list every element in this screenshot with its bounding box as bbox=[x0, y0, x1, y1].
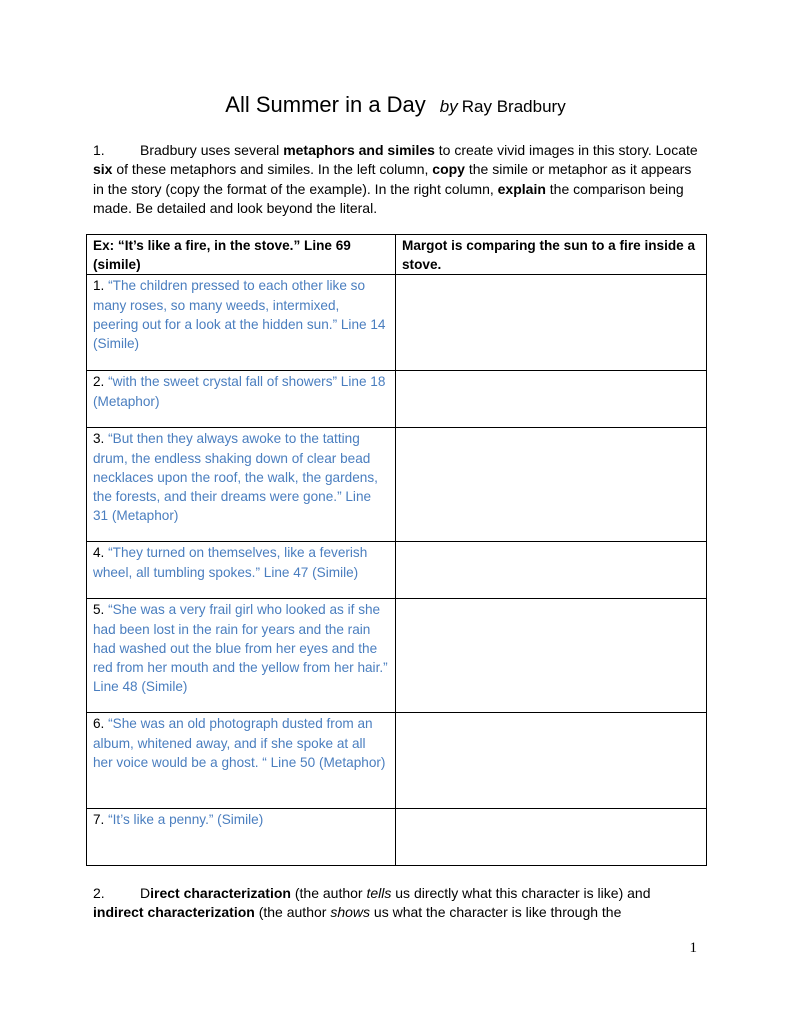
document-title bbox=[0, 92, 791, 118]
q2-bold-indirect-characterization: indirect characterization bbox=[93, 904, 255, 921]
q2-italic-shows: shows bbox=[330, 904, 371, 921]
title-main: All Summer in a Day bbox=[225, 92, 426, 117]
page-number: 1 bbox=[689, 940, 697, 956]
question-1-instructions bbox=[93, 141, 703, 218]
row-number: 6. bbox=[93, 716, 109, 732]
quote-cell bbox=[87, 428, 396, 542]
row-number: 4. bbox=[93, 545, 109, 561]
quote-cell bbox=[87, 275, 396, 371]
q1-text-3: of these metaphors and similes. In the left column, bbox=[112, 161, 433, 178]
table-row-example bbox=[87, 235, 707, 275]
quote-text: “She was a very frail girl who looked as if she had been lost in the rain for years and the rain had washed out the blue from her eyes and the red from her mouth and the yellow from her hair.” Line 48 (Simile) bbox=[93, 602, 388, 695]
question-2-instructions bbox=[93, 884, 703, 923]
answer-cell[interactable] bbox=[396, 809, 707, 866]
q2-text-2: us directly what this character is like) and bbox=[391, 885, 651, 901]
quote-text: “The children pressed to each other like so many roses, so many weeds, intermixed, peering out for a look at the hidden sun.” Line 14 (Simile) bbox=[93, 278, 386, 352]
table-row bbox=[87, 599, 707, 713]
q2-text-1: (the author bbox=[290, 885, 367, 901]
quote-text: “with the sweet crystal fall of showers” Line 18 (Metaphor) bbox=[93, 374, 386, 409]
q1-text-5: the comparison being made. Be detailed and look beyond the literal. bbox=[93, 180, 684, 216]
row-number: 7. bbox=[93, 812, 109, 828]
example-explanation-cell: Margot is comparing the sun to a fire inside a stove. bbox=[396, 235, 707, 275]
row-number: 5. bbox=[93, 602, 109, 618]
quote-cell bbox=[87, 371, 396, 428]
table-row bbox=[87, 713, 707, 809]
row-number: 2. bbox=[93, 374, 109, 390]
q1-text-4: the simile or metaphor as it appears in the story (copy the format of the example). In the right column, bbox=[93, 161, 692, 197]
q2-bold-direct-characterization: irect characterization bbox=[150, 885, 291, 901]
quote-text: “But then they always awoke to the tatting drum, the endless shaking down of clear bead necklaces upon the roof, the walk, the gardens, the forests, and their dreams were gone.” Line 31 (Metaphor) bbox=[93, 431, 378, 524]
q2-italic-tells: tells bbox=[366, 885, 392, 901]
row-number: 3. bbox=[93, 431, 109, 447]
quote-cell bbox=[87, 809, 396, 866]
quote-text: “It’s like a penny.” (Simile) bbox=[108, 812, 264, 828]
quote-cell bbox=[87, 599, 396, 713]
q1-text-2: to create vivid images in this story. Locate bbox=[434, 142, 698, 158]
table-row bbox=[87, 809, 707, 866]
q2-text-4: us what the character is like through the bbox=[370, 904, 622, 921]
q2-text-3: (the author bbox=[254, 904, 331, 921]
quote-text: “They turned on themselves, like a feverish wheel, all tumbling spokes.” Line 47 (Simile) bbox=[93, 545, 368, 580]
question-2-number: 2. bbox=[93, 885, 105, 901]
answer-cell[interactable] bbox=[396, 713, 707, 809]
q1-bold-six: six bbox=[93, 161, 113, 178]
simile-metaphor-table bbox=[86, 234, 707, 866]
q1-bold-explain: explain bbox=[497, 180, 546, 197]
quote-cell bbox=[87, 713, 396, 809]
answer-cell[interactable] bbox=[396, 428, 707, 542]
answer-cell[interactable] bbox=[396, 542, 707, 599]
answer-cell[interactable] bbox=[396, 371, 707, 428]
title-author: Ray Bradbury bbox=[461, 97, 566, 116]
table-row bbox=[87, 542, 707, 599]
q1-text-1: Bradbury uses several bbox=[140, 142, 284, 158]
table-row bbox=[87, 428, 707, 542]
answer-cell[interactable] bbox=[396, 275, 707, 371]
question-1-number: 1. bbox=[93, 142, 105, 158]
quote-cell bbox=[87, 542, 396, 599]
table-row bbox=[87, 275, 707, 371]
title-by: by bbox=[439, 97, 458, 116]
quote-text: “She was an old photograph dusted from an album, whitened away, and if she spoke at all her voice would be a ghost. “ Line 50 (Metaphor) bbox=[93, 716, 386, 770]
answer-cell[interactable] bbox=[396, 599, 707, 713]
row-number: 1. bbox=[93, 278, 109, 294]
table-row bbox=[87, 371, 707, 428]
q2-prefix: D bbox=[140, 885, 151, 901]
q1-bold-copy: copy bbox=[432, 161, 465, 178]
q1-bold-metaphors-similes: metaphors and similes bbox=[283, 142, 435, 158]
example-quote-cell: Ex: “It’s like a fire, in the stove.” Line 69 (simile) bbox=[87, 235, 396, 275]
